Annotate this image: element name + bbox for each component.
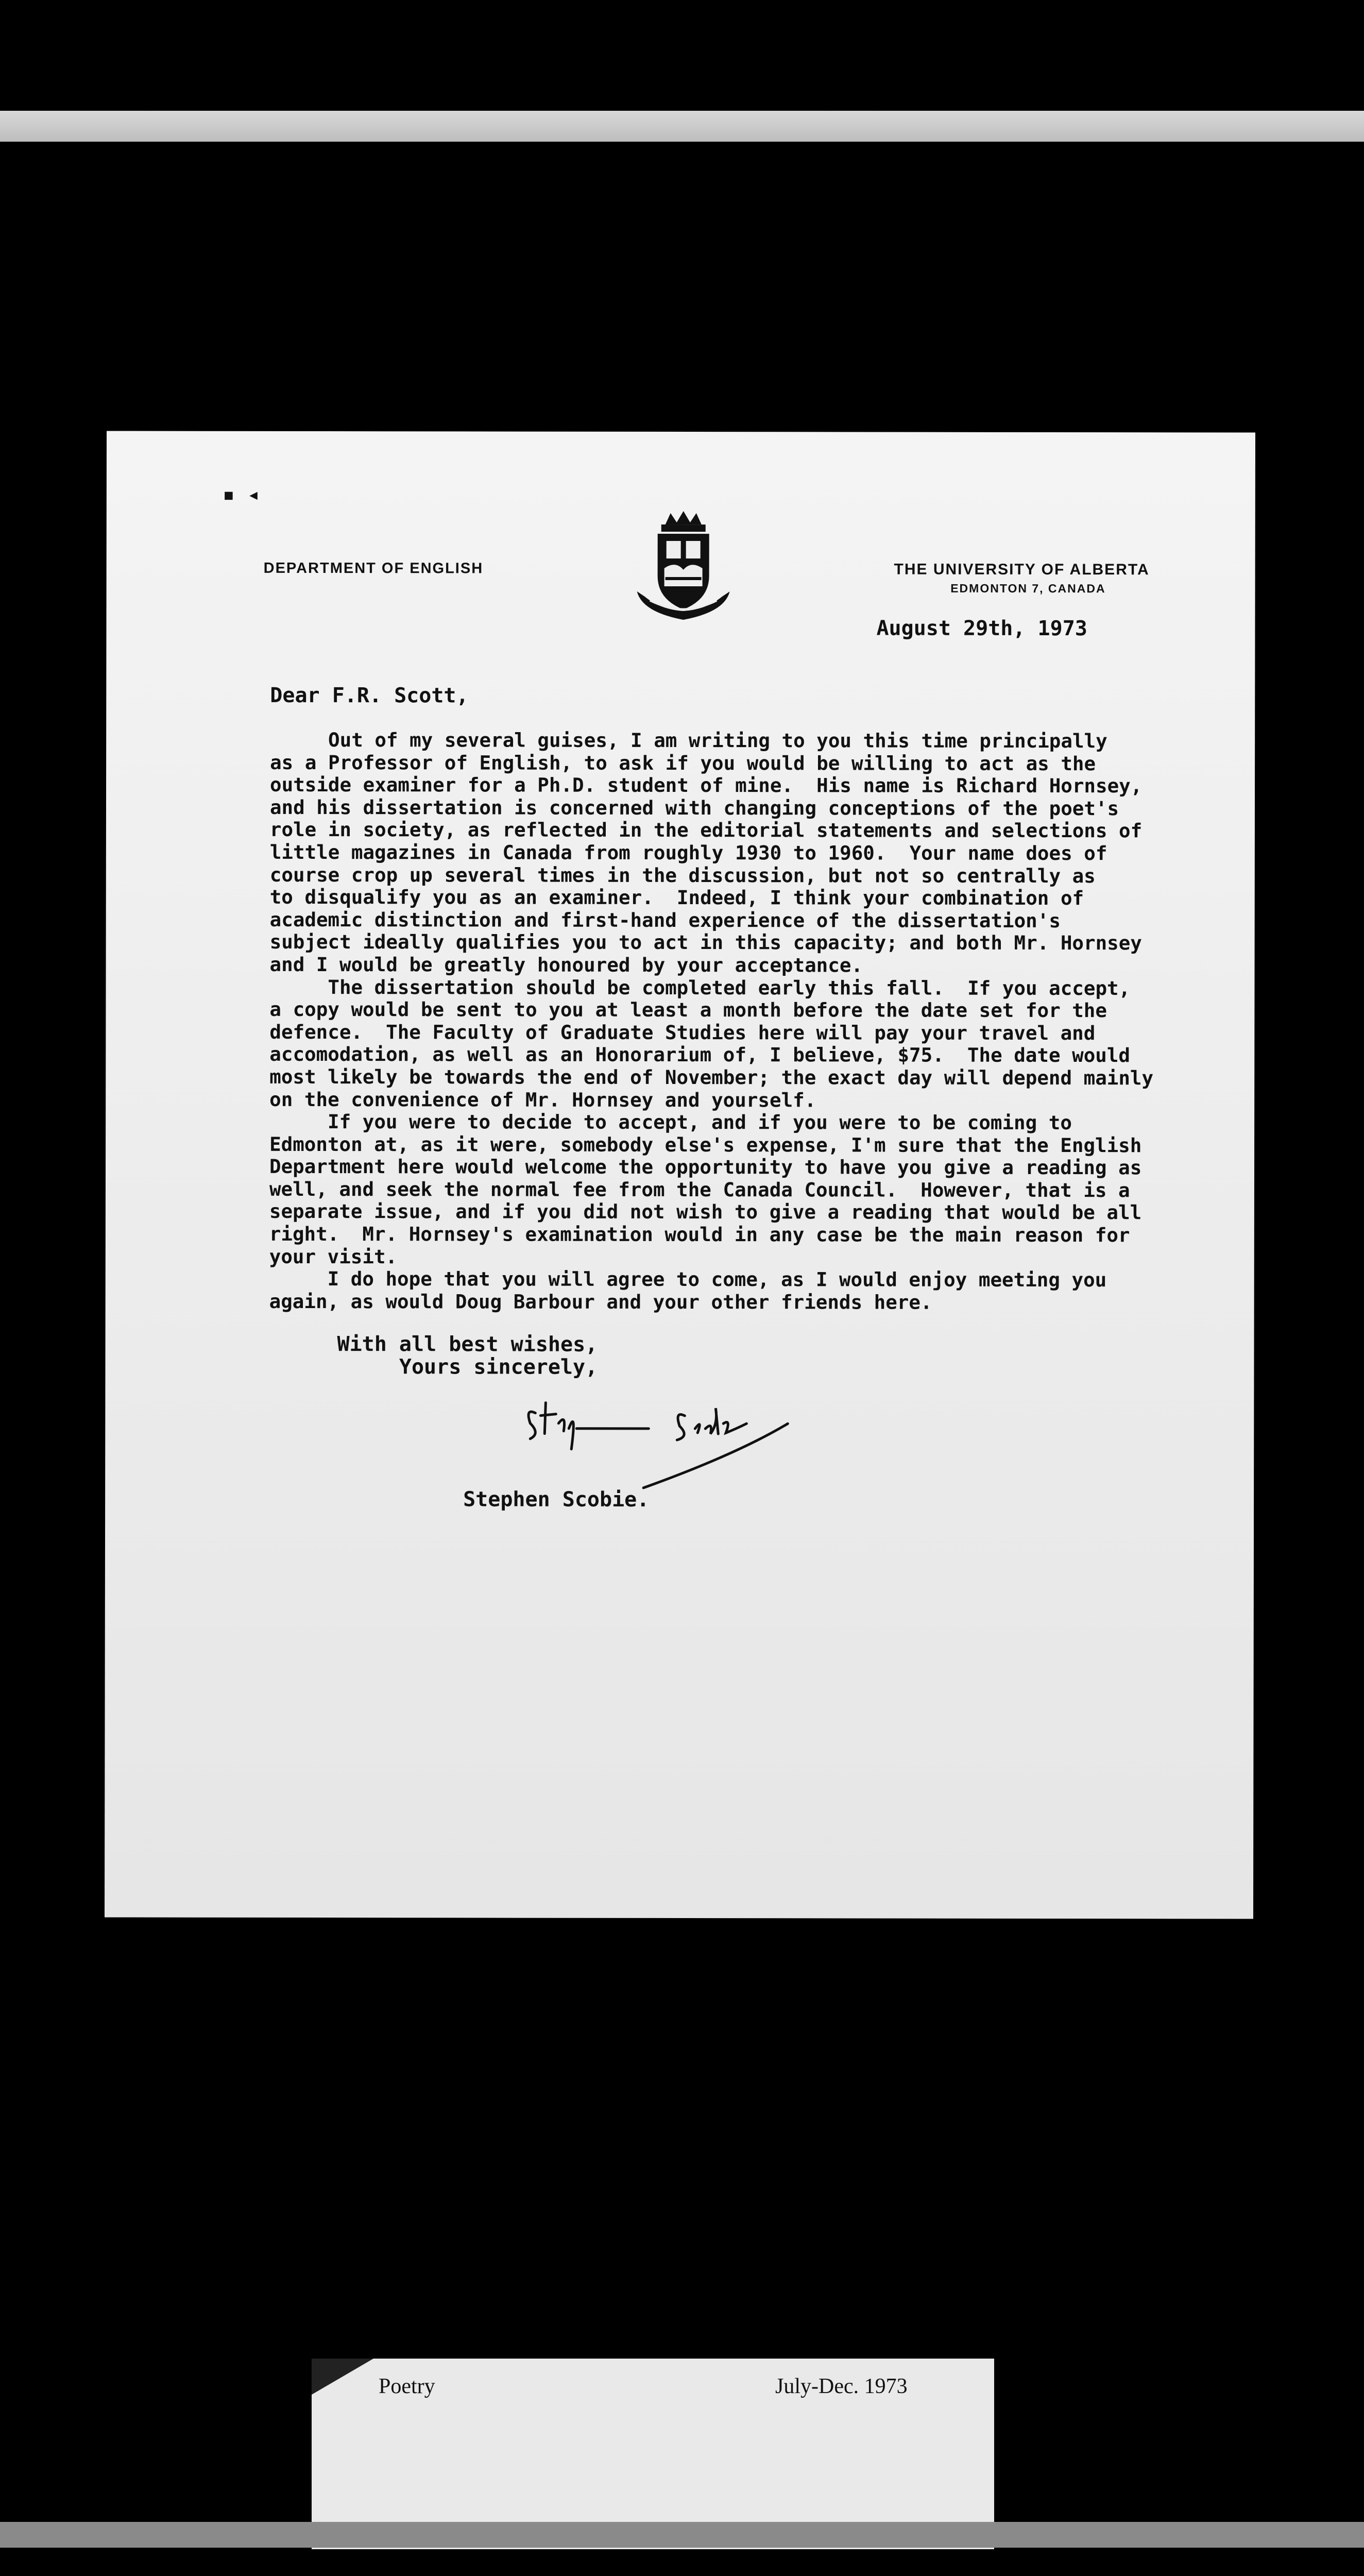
file-folder-tab (312, 2359, 994, 2549)
letter-closing: With all best wishes, Yours sincerely, (337, 1332, 598, 1379)
letter-page (105, 431, 1255, 1919)
university-name: THE UNIVERSITY OF ALBERTA (894, 561, 1150, 579)
university-crest-icon (629, 509, 737, 628)
letter-body: Out of my several guises, I am writing to you this time principally as a Professor of English, to ask if you would be willing to act as the outside examiner for a Ph.D. student of mine. His name is Richard Hornsey, and his dissertation is concerned with changing conceptions of the poet's role in society, as reflected in the editorial statements and selections of little magazines in Canada from roughly 1930 to 1960. Your name does of course crop up several times in the discussion, but not so centrally as to disqualify you as an examiner. Indeed, I think your combination of academic distinction and first-hand experience of the dissertation's subject ideally qualifies you to act in this capacity; and both Mr. Hornsey and I would be greatly honoured by your acceptance. The dissertation should be completed early this fall. If you accept, a copy would be sent to you at least a month before the date set for the defence. The Faculty of Graduate Studies here will pay your travel and accomodation, as well as an Honorarium of, I believe, $75. The date would most likely be towards the end of November; the exact day will depend mainly on the convenience of Mr. Hornsey and yourself. If you were to decide to accept, and if you were to be coming to Edmonton at, as it were, somebody else's expense, I'm sure that the English Department here would welcome the opportunity to have you give a reading as well, and seek the normal fee from the Canada Council. However, that is a separate issue, and if you did not wish to give a reading that would be all right. Mr. Hornsey's examination would in any case be the main reason for your visit. I do hope that you will agree to come, as I would enjoy meeting you again, as would Doug Barbour and your other friends here. (269, 728, 1154, 1314)
letter-signer: Stephen Scobie. (463, 1487, 650, 1512)
film-frame-bottom-strip (0, 2522, 1364, 2548)
page-marks: ▪ ◂ (222, 482, 260, 506)
file-tab-subject: Poetry (379, 2375, 435, 2398)
letter-salutation: Dear F.R. Scott, (270, 683, 469, 708)
file-tab-period: July-Dec. 1973 (775, 2375, 908, 2398)
university-address: EDMONTON 7, CANADA (950, 581, 1106, 596)
department-heading: DEPARTMENT OF ENGLISH (263, 560, 484, 577)
film-frame-top-strip (0, 111, 1364, 142)
letter-date: August 29th, 1973 (876, 616, 1087, 641)
university-heading (861, 561, 1150, 596)
